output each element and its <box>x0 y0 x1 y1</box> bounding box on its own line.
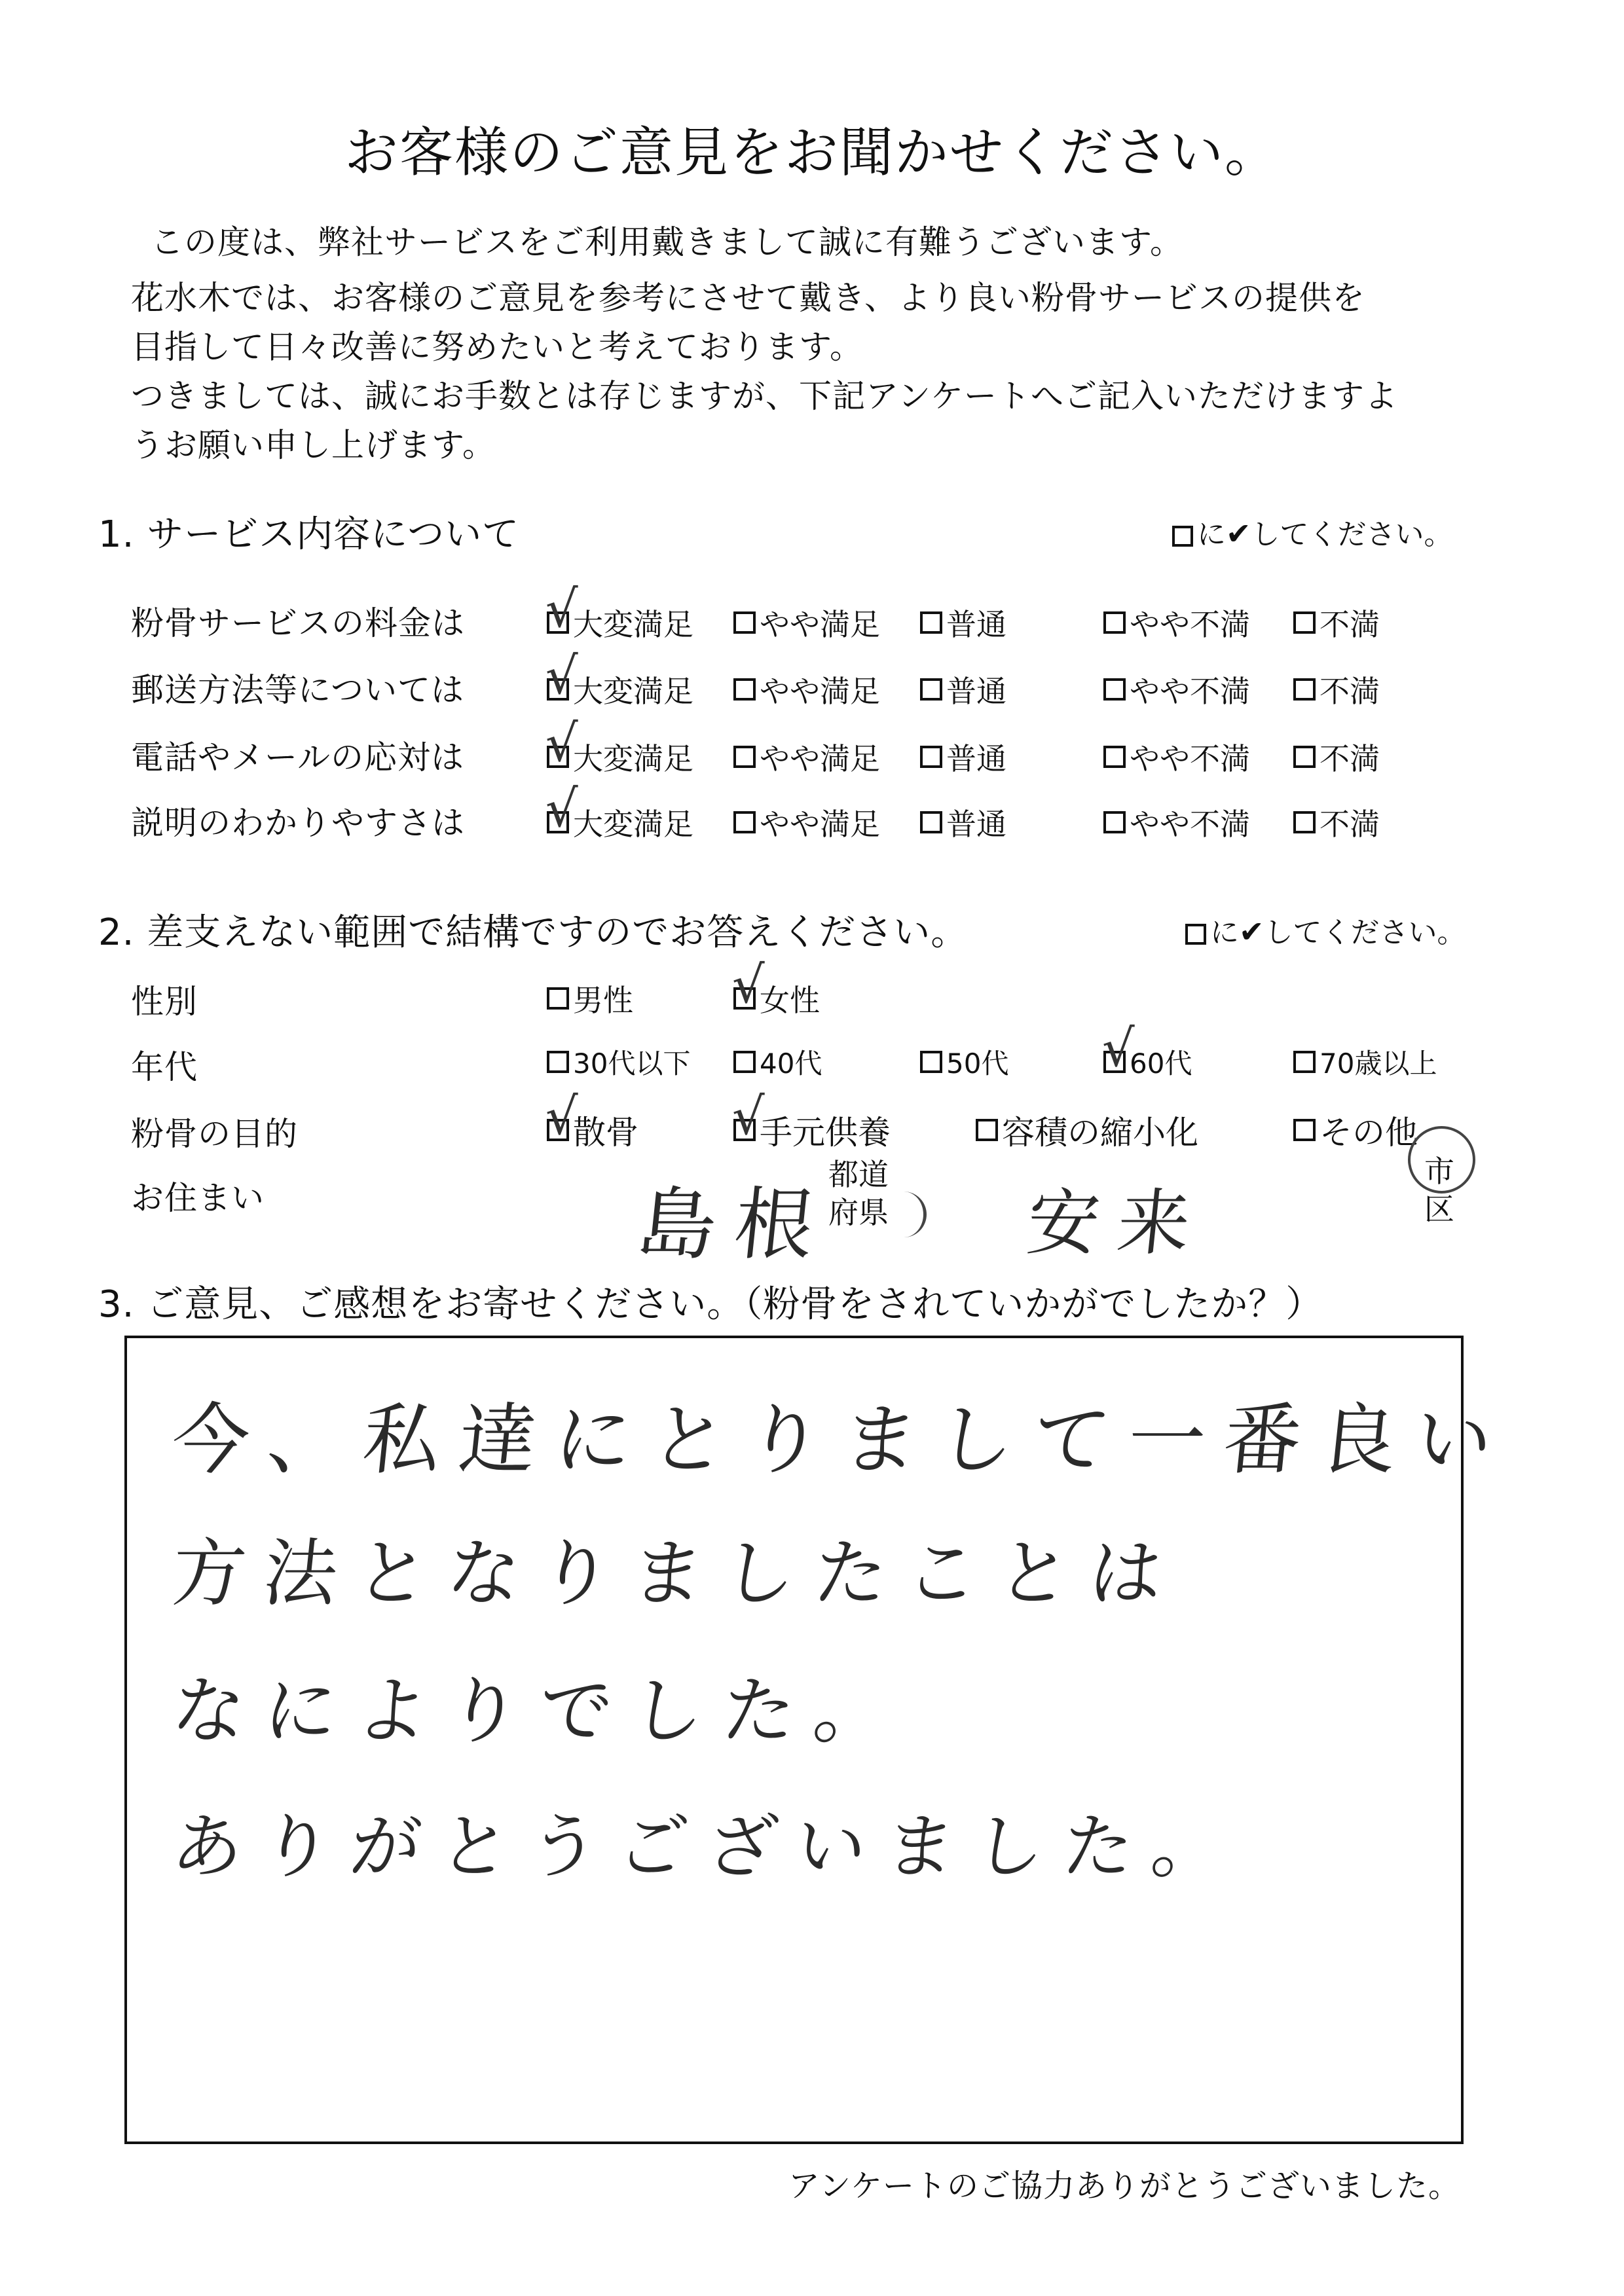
rating-option-5[interactable] <box>1293 735 1380 778</box>
page-title: お客様のご意見をお聞かせください。 <box>344 122 1280 184</box>
city-suffix: 市 区 <box>1424 1154 1454 1227</box>
option-label: やや不満 <box>1130 807 1250 842</box>
purpose-label: 粉骨の目的 <box>131 1115 298 1153</box>
handwritten-check-icon: √ <box>545 647 578 706</box>
handwritten-check-icon: √ <box>732 956 765 1015</box>
option-label: その他 <box>1320 1114 1418 1152</box>
intro-line-1: この度は、弊社サービスをご利用戴きまして誠に有難うございます。 <box>151 223 1183 261</box>
checkbox-icon[interactable] <box>547 1051 569 1073</box>
option-label: やや満足 <box>760 807 880 842</box>
closing-message: アンケートのご協力ありがとうございました。 <box>788 2168 1460 2204</box>
handwritten-check-icon: √ <box>545 714 578 773</box>
age-option-5[interactable] <box>1293 1042 1437 1082</box>
rating-row-label: 電話やメールの応対は <box>131 738 464 776</box>
checkbox-icon[interactable] <box>733 611 756 634</box>
checkbox-icon[interactable] <box>732 956 765 1015</box>
comment-line-4: ありがとうございました。 <box>168 1806 1246 1888</box>
checkbox-icon[interactable] <box>1293 678 1316 701</box>
option-label: やや満足 <box>760 674 880 709</box>
rating-option-5[interactable] <box>1293 801 1380 844</box>
checkbox-icon[interactable] <box>1293 746 1316 768</box>
checkbox-icon[interactable] <box>732 1087 765 1146</box>
section2-heading: 2. 差支えない範囲で結構ですのでお答えください。 <box>98 911 969 954</box>
comment-line-1: 今、私達にとりまして一番良い <box>167 1394 1516 1485</box>
checkbox-icon[interactable] <box>547 987 569 1010</box>
option-label: 普通 <box>946 807 1006 842</box>
checkbox-icon[interactable] <box>1293 1119 1316 1141</box>
option-label: 不満 <box>1320 741 1380 776</box>
option-label: 大変満足 <box>573 607 693 642</box>
checkbox-icon[interactable] <box>545 1087 578 1146</box>
option-label: 容積の縮小化 <box>1002 1114 1198 1152</box>
option-label: 男性 <box>573 983 633 1018</box>
age-option-2[interactable] <box>733 1042 822 1082</box>
gender-option-2[interactable] <box>732 956 820 1020</box>
option-label: 大変満足 <box>573 674 693 709</box>
option-label: 普通 <box>946 741 1006 776</box>
checkbox-icon[interactable] <box>920 811 942 833</box>
section2-hint: に✔してください。 <box>1185 909 1466 951</box>
option-label: やや満足 <box>760 741 880 776</box>
intro-line-3: 目指して日々改善に努めたいと考えております。 <box>131 328 863 366</box>
option-label: 不満 <box>1320 807 1380 842</box>
rating-option-5[interactable] <box>1293 601 1380 644</box>
checkbox-icon[interactable] <box>545 580 578 639</box>
option-label: 70歳以上 <box>1320 1048 1437 1080</box>
rating-option-2[interactable] <box>733 735 880 778</box>
checkbox-icon[interactable] <box>920 678 942 701</box>
hint-checkbox-icon <box>1185 924 1206 945</box>
hint-checkmark-icon: ✔ <box>1239 914 1264 949</box>
hint-checkmark-icon: ✔ <box>1226 516 1251 551</box>
checkbox-icon[interactable] <box>545 647 578 706</box>
checkbox-icon[interactable] <box>1103 746 1126 768</box>
option-label: 普通 <box>946 607 1006 642</box>
checkbox-icon[interactable] <box>920 611 942 634</box>
rating-option-3[interactable] <box>920 801 1006 844</box>
checkbox-icon[interactable] <box>1293 1051 1316 1073</box>
checkbox-icon[interactable] <box>733 811 756 833</box>
prefecture-handwritten: 島根 <box>633 1180 837 1271</box>
section1-hint: に✔してください。 <box>1172 511 1453 553</box>
option-label: 50代 <box>946 1048 1009 1080</box>
handwritten-check-icon: √ <box>545 580 578 639</box>
rating-option-3[interactable] <box>920 668 1006 711</box>
option-label: 不満 <box>1320 674 1380 709</box>
section1-heading: 1. サービス内容について <box>98 513 520 556</box>
handwritten-check-icon: √ <box>732 1087 765 1146</box>
rating-option-4[interactable] <box>1103 735 1250 778</box>
age-option-1[interactable] <box>547 1042 690 1082</box>
option-label: 大変満足 <box>573 807 693 842</box>
section3-heading: 3. ご意見、ご感想をお寄せください。（粉骨をされていかがでしたか？） <box>98 1283 1323 1326</box>
option-label: やや不満 <box>1130 607 1250 642</box>
purpose-option-3[interactable] <box>976 1106 1198 1154</box>
comment-line-2: 方法となりましたことは <box>168 1531 1185 1616</box>
rating-row-label: 粉骨サービスの料金は <box>131 604 465 642</box>
option-label: 普通 <box>946 674 1006 709</box>
rating-option-4[interactable] <box>1103 801 1250 844</box>
rating-option-4[interactable] <box>1103 668 1250 711</box>
prefecture-suffix: 都道 府県 <box>828 1157 889 1230</box>
intro-line-2: 花水木では、お客様のご意見を参考にさせて戴き、より良い粉骨サービスの提供を <box>131 279 1365 317</box>
handwritten-check-icon: √ <box>1102 1019 1135 1078</box>
rating-row-label: 郵送方法等については <box>131 671 464 709</box>
purpose-option-1[interactable] <box>545 1087 638 1154</box>
checkbox-icon[interactable] <box>920 746 942 768</box>
option-label: やや満足 <box>760 607 880 642</box>
intro-line-5: うお願い申し上げます。 <box>131 426 496 464</box>
hand-circle-mark <box>1408 1126 1475 1194</box>
checkbox-icon[interactable] <box>733 1051 756 1073</box>
option-label: やや不満 <box>1130 741 1250 776</box>
age-option-3[interactable] <box>920 1042 1008 1082</box>
checkbox-icon[interactable] <box>733 746 756 768</box>
comment-line-3: なによりでした。 <box>168 1669 910 1754</box>
handwritten-check-icon: √ <box>545 1087 578 1146</box>
rating-option-3[interactable] <box>920 735 1006 778</box>
rating-option-1[interactable] <box>545 714 693 778</box>
rating-option-2[interactable] <box>733 668 880 711</box>
option-label: 手元供養 <box>760 1114 891 1152</box>
intro-line-4: つきましては、誠にお手数とは存じますが、下記アンケートへご記入いただけますよ <box>131 377 1398 415</box>
rating-option-2[interactable] <box>733 601 880 644</box>
purpose-option-4[interactable] <box>1293 1106 1418 1154</box>
checkbox-icon[interactable] <box>1102 1019 1135 1078</box>
hint-checkbox-icon <box>1172 526 1193 547</box>
gender-label: 性別 <box>131 983 198 1021</box>
option-label: 大変満足 <box>573 741 693 776</box>
checkbox-icon[interactable] <box>1293 611 1316 634</box>
handwritten-check-icon: √ <box>545 780 578 839</box>
checkbox-icon[interactable] <box>1293 811 1316 833</box>
rating-option-2[interactable] <box>733 801 880 844</box>
purpose-option-2[interactable] <box>732 1087 891 1154</box>
age-label: 年代 <box>131 1048 198 1086</box>
option-label: 40代 <box>760 1048 822 1080</box>
rating-option-1[interactable] <box>545 580 693 644</box>
comment-box <box>124 1336 1516 2144</box>
rating-option-4[interactable] <box>1103 601 1250 644</box>
option-label: 30代以下 <box>573 1048 691 1080</box>
rating-option-3[interactable] <box>920 601 1006 644</box>
city-handwritten: 安来 <box>1023 1181 1213 1265</box>
rating-row-label: 説明のわかりやすさは <box>131 804 465 842</box>
gender-option-1[interactable] <box>547 977 633 1020</box>
option-label: 女性 <box>760 983 820 1018</box>
checkbox-icon[interactable] <box>1103 678 1126 701</box>
checkbox-icon[interactable] <box>733 678 756 701</box>
rating-option-1[interactable] <box>545 647 693 711</box>
age-option-4[interactable] <box>1102 1019 1192 1082</box>
rating-option-1[interactable] <box>545 780 693 844</box>
option-label: 散骨 <box>573 1114 638 1152</box>
checkbox-icon[interactable] <box>545 714 578 773</box>
checkbox-icon[interactable] <box>1103 611 1126 634</box>
checkbox-icon[interactable] <box>545 780 578 839</box>
option-label: 不満 <box>1320 607 1380 642</box>
handwritten-stroke <box>897 1192 927 1237</box>
checkbox-icon[interactable] <box>1103 811 1126 833</box>
checkbox-icon[interactable] <box>976 1119 998 1141</box>
option-label: やや不満 <box>1130 674 1250 709</box>
checkbox-icon[interactable] <box>920 1051 942 1073</box>
residence-label: お住まい <box>131 1179 265 1217</box>
rating-option-5[interactable] <box>1293 668 1380 711</box>
option-label: 60代 <box>1130 1048 1192 1080</box>
